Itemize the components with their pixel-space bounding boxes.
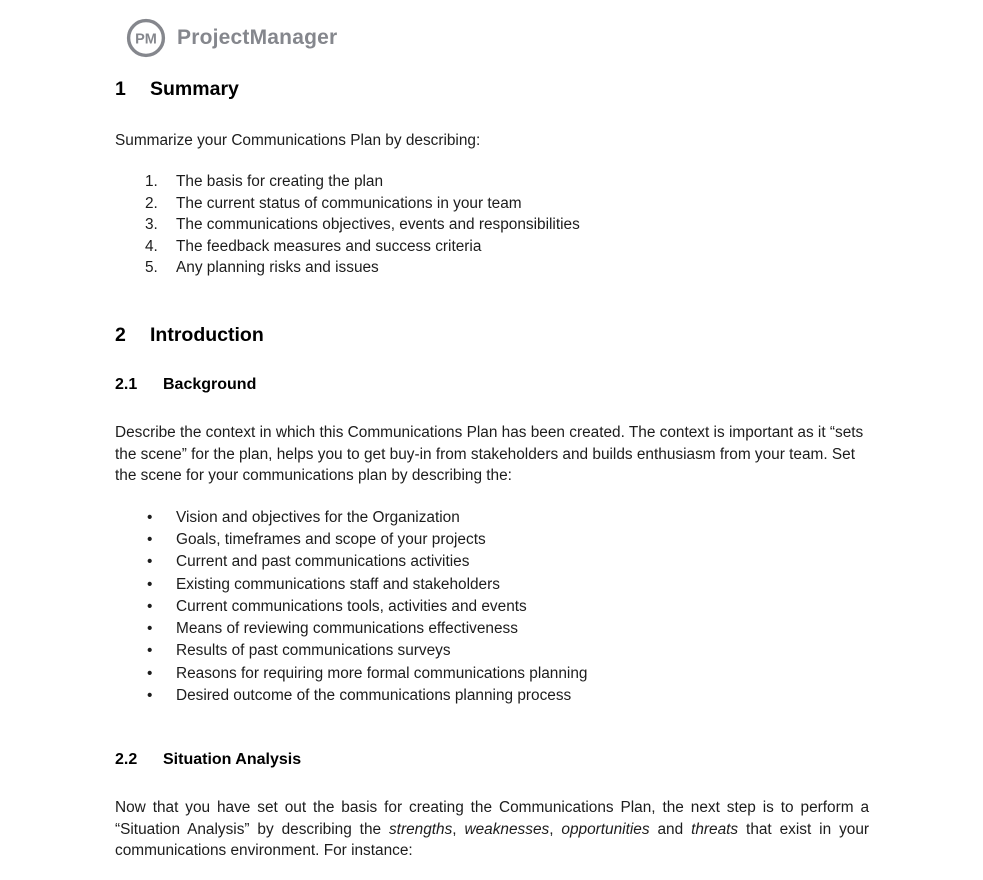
background-bullet-list (115, 507, 869, 708)
list-item-number: 1. (145, 173, 158, 191)
paragraph-segment-italic: strengths (388, 820, 453, 838)
list-item-text: The feedback measures and success criteria (176, 237, 482, 255)
heading-number: 2.2 (115, 751, 138, 769)
list-item (115, 574, 869, 596)
heading-title: Introduction (150, 324, 264, 347)
list-item (115, 214, 869, 235)
list-item (115, 640, 869, 662)
list-item-text: Vision and objectives for the Organization (176, 508, 460, 526)
paragraph-segment-italic: threats (691, 820, 739, 838)
project-manager-logo (126, 16, 869, 60)
list-item-text: Current communications tools, activities and events (176, 597, 527, 615)
pm-icon-text: PM (135, 31, 157, 48)
list-item-text: The communications objectives, events and responsibilities (176, 216, 580, 234)
bullet-icon: • (147, 642, 153, 660)
bullet-icon: • (147, 553, 153, 571)
paragraph-segment: Now that you have set out the basis for creating the Communications Plan, the next step is to perform a “Situation Analysis” by describing the (115, 799, 869, 838)
paragraph-segment: that exist in your communications environment. For instance: (115, 820, 870, 860)
list-item-number: 4. (145, 237, 158, 255)
bullet-icon: • (147, 664, 153, 682)
pm-circle-icon (126, 18, 166, 58)
brand-name: ProjectManager (177, 26, 338, 49)
list-item-text: The current status of communications in your team (176, 194, 522, 212)
list-item-text: Any planning risks and issues (176, 259, 379, 277)
heading-situation-analysis (115, 749, 869, 771)
list-item-text: Results of past communications surveys (176, 642, 451, 660)
paragraph-segment: , (452, 820, 465, 838)
list-item (115, 236, 869, 257)
list-item-text: The basis for creating the plan (176, 173, 384, 191)
heading-number: 2.1 (115, 376, 138, 394)
heading-number: 1 (115, 78, 126, 100)
list-item-text: Existing communications staff and stakeholders (176, 575, 500, 593)
list-item (115, 257, 869, 278)
paragraph-segment-italic: weaknesses (464, 820, 550, 838)
situation-paragraph (115, 797, 869, 861)
bullet-icon: • (147, 597, 153, 615)
list-item (115, 193, 869, 214)
list-item (115, 596, 869, 618)
list-item (115, 551, 869, 573)
list-item-text: Desired outcome of the communications planning process (176, 687, 572, 705)
paragraph-segment: , (549, 820, 562, 838)
summary-intro-paragraph: Summarize your Communications Plan by describing: (115, 132, 481, 149)
bullet-icon: • (147, 530, 153, 548)
background-paragraph: Describe the context in which this Communications Plan has been created. The context is important as it “sets the scene” for the plan, helps you to get buy-in from stakeholders and builds enthusiasm from your team. Set the scene for your communications plan by describing the: (115, 424, 864, 485)
list-item-number: 2. (145, 194, 158, 212)
heading-title: Situation Analysis (163, 751, 302, 769)
list-item (115, 618, 869, 640)
list-item-number: 3. (145, 216, 158, 234)
heading-introduction (115, 322, 869, 348)
heading-summary (115, 76, 869, 102)
list-item-text: Reasons for requiring more formal communications planning (176, 664, 588, 682)
list-item-text: Goals, timeframes and scope of your projects (176, 530, 486, 548)
bullet-icon: • (147, 620, 153, 638)
list-item (115, 663, 869, 685)
heading-title: Background (163, 376, 257, 394)
summary-numbered-list (115, 171, 869, 278)
heading-title: Summary (150, 78, 239, 100)
list-item (115, 685, 869, 707)
bullet-icon: • (147, 575, 153, 593)
list-item-number: 5. (145, 259, 158, 277)
bullet-icon: • (147, 508, 153, 526)
bullet-icon: • (147, 687, 153, 705)
paragraph-segment-italic: opportunities (561, 820, 650, 838)
list-item-text: Means of reviewing communications effectiveness (176, 620, 518, 638)
heading-background (115, 374, 869, 396)
heading-number: 2 (115, 324, 126, 347)
list-item (115, 507, 869, 529)
list-item (115, 529, 869, 551)
paragraph-segment: and (649, 820, 692, 838)
list-item (115, 171, 869, 192)
list-item-text: Current and past communications activities (176, 553, 470, 571)
